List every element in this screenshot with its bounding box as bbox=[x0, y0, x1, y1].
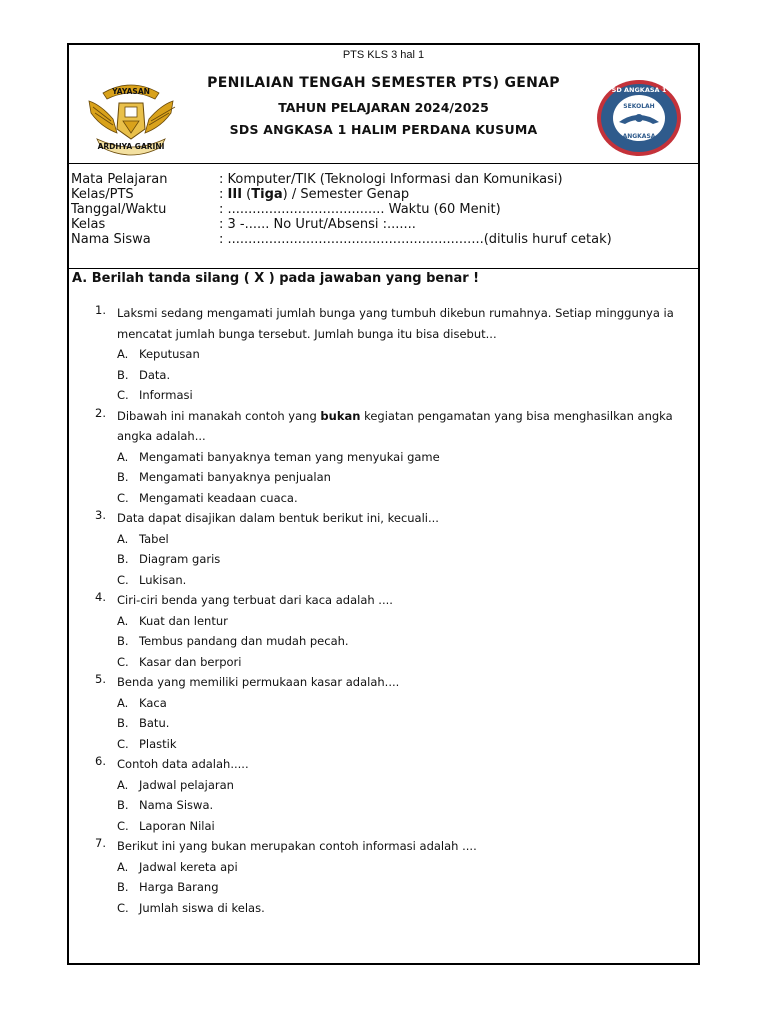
info-row-date bbox=[71, 202, 612, 217]
answer-option bbox=[117, 734, 695, 755]
option-text: Jumlah siswa di kelas. bbox=[139, 900, 265, 915]
exam-title: PENILAIAN TENGAH SEMESTER PTS) GENAP bbox=[207, 75, 560, 91]
logo-left-top-text: YAYASAN bbox=[112, 87, 150, 96]
option-letter: A. bbox=[117, 613, 129, 628]
sd-angkasa-logo bbox=[595, 78, 683, 158]
option-text: Lukisan. bbox=[139, 572, 187, 587]
question-number: 6. bbox=[95, 754, 106, 768]
option-text: Kasar dan berpori bbox=[139, 654, 242, 669]
option-text: Informasi bbox=[139, 388, 193, 402]
answer-option bbox=[117, 365, 695, 386]
option-text: Tembus pandang dan mudah pecah. bbox=[139, 634, 349, 648]
option-letter: C. bbox=[117, 572, 129, 587]
option-text: Mengamati keadaan cuaca. bbox=[139, 490, 298, 505]
option-text: Jadwal pelajaran bbox=[139, 777, 234, 792]
answer-option bbox=[117, 877, 695, 898]
question-number: 3. bbox=[95, 508, 106, 522]
answer-option bbox=[117, 795, 695, 816]
option-letter: C. bbox=[117, 900, 129, 915]
option-text: Kaca bbox=[139, 695, 167, 710]
option-letter: C. bbox=[117, 490, 129, 505]
option-letter: A. bbox=[117, 531, 129, 546]
info-row-class bbox=[71, 187, 612, 202]
option-letter: B. bbox=[117, 634, 129, 648]
answer-option bbox=[117, 775, 695, 796]
option-text: Harga Barang bbox=[139, 880, 219, 894]
question-list bbox=[95, 303, 695, 918]
question-text: Berikut ini yang bukan merupakan contoh informasi adalah .... bbox=[117, 839, 477, 853]
option-letter: B. bbox=[117, 552, 129, 566]
answer-option bbox=[117, 611, 695, 632]
info-value: : ...................................... Waktu (60 Menit) bbox=[219, 202, 501, 217]
option-letter: A. bbox=[117, 777, 129, 792]
logo-left-bottom-text: ARDHYA GARINI bbox=[97, 142, 165, 151]
question-number: 1. bbox=[95, 303, 106, 317]
option-text: Nama Siswa. bbox=[139, 798, 214, 812]
question-item bbox=[95, 590, 695, 672]
option-letter: C. bbox=[117, 818, 129, 833]
info-label: Nama Siswa bbox=[71, 232, 151, 247]
info-value: : Komputer/TIK (Teknologi Informasi dan Komunikasi) bbox=[219, 172, 563, 187]
academic-year: TAHUN PELAJARAN 2024/2025 bbox=[278, 100, 489, 115]
question-number: 7. bbox=[95, 836, 106, 850]
answer-option bbox=[117, 652, 695, 673]
info-value: : 3 -...... No Urut/Absensi :....... bbox=[219, 217, 416, 232]
question-item bbox=[95, 406, 695, 509]
question-number: 4. bbox=[95, 590, 106, 604]
info-label: Mata Pelajaran bbox=[71, 172, 168, 187]
question-text: Benda yang memiliki permukaan kasar adalah.... bbox=[117, 675, 400, 689]
answer-option bbox=[117, 693, 695, 714]
answer-option bbox=[117, 570, 695, 591]
page-label: PTS KLS 3 hal 1 bbox=[342, 49, 425, 61]
section-title: A. Berilah tanda silang ( X ) pada jawaban yang benar ! bbox=[72, 271, 480, 286]
answer-option bbox=[117, 488, 695, 509]
option-letter: B. bbox=[117, 716, 129, 730]
answer-option bbox=[117, 816, 695, 837]
option-letter: A. bbox=[117, 695, 129, 710]
option-letter: C. bbox=[117, 736, 129, 751]
question-item bbox=[95, 836, 695, 918]
answer-option bbox=[117, 713, 695, 734]
info-row-subject bbox=[71, 172, 612, 187]
option-letter: B. bbox=[117, 470, 129, 484]
info-row-kelas bbox=[71, 217, 612, 232]
option-letter: A. bbox=[117, 449, 129, 464]
question-text: Laksmi sedang mengamati jumlah bunga yang tumbuh dikebun rumahnya. Setiap minggunya ia mencatat jumlah bunga tersebut. Jumlah bunga itu bisa disebut... bbox=[117, 306, 674, 341]
header-divider bbox=[69, 163, 698, 164]
option-text: Batu. bbox=[139, 716, 170, 730]
option-letter: B. bbox=[117, 880, 129, 894]
answer-option bbox=[117, 898, 695, 919]
option-text: Plastik bbox=[139, 736, 177, 751]
answer-option bbox=[117, 385, 695, 406]
option-letter: C. bbox=[117, 388, 129, 402]
option-text: Data. bbox=[139, 367, 171, 382]
answer-option bbox=[117, 467, 695, 488]
exam-page bbox=[67, 43, 700, 965]
question-text: Data dapat disajikan dalam bentuk berikut ini, kecuali... bbox=[117, 511, 439, 525]
answer-option bbox=[117, 344, 695, 365]
question-item bbox=[95, 672, 695, 754]
school-name: SDS ANGKASA 1 HALIM PERDANA KUSUMA bbox=[229, 122, 538, 137]
info-label: Kelas/PTS bbox=[71, 187, 134, 202]
question-number: 2. bbox=[95, 405, 106, 420]
logo-right-bottom-text: ANGKASA bbox=[622, 133, 656, 140]
option-text: Laporan Nilai bbox=[139, 818, 215, 833]
option-letter: A. bbox=[117, 859, 129, 874]
question-number: 5. bbox=[95, 672, 106, 686]
info-label: Kelas bbox=[71, 217, 106, 232]
option-text: Keputusan bbox=[139, 347, 200, 361]
option-letter: C. bbox=[117, 654, 129, 669]
answer-option bbox=[117, 447, 695, 468]
option-text: Mengamati banyaknya teman yang menyukai game bbox=[139, 449, 440, 464]
question-text: Contoh data adalah..... bbox=[117, 757, 249, 771]
info-value: : ..............................................................(ditulis huruf cetak) bbox=[219, 232, 612, 247]
answer-option bbox=[117, 549, 695, 570]
answer-option bbox=[117, 631, 695, 652]
option-letter: B. bbox=[117, 798, 129, 812]
option-text: Mengamati banyaknya penjualan bbox=[139, 470, 331, 484]
option-letter: A. bbox=[117, 347, 129, 361]
question-item bbox=[95, 508, 695, 590]
answer-option bbox=[117, 529, 695, 550]
option-text: Jadwal kereta api bbox=[139, 859, 238, 874]
student-info bbox=[71, 172, 612, 247]
question-text: Ciri-ciri benda yang terbuat dari kaca adalah .... bbox=[117, 593, 393, 607]
option-text: Kuat dan lentur bbox=[139, 613, 228, 628]
info-row-name bbox=[71, 232, 612, 247]
option-text: Tabel bbox=[139, 531, 169, 546]
info-divider bbox=[69, 268, 698, 269]
question-item bbox=[95, 303, 695, 406]
info-label: Tanggal/Waktu bbox=[71, 202, 167, 217]
logo-right-inner-text: SEKOLAH bbox=[623, 103, 655, 110]
question-item bbox=[95, 754, 695, 836]
question-text: Dibawah ini manakah contoh yang bukan kegiatan pengamatan yang bisa menghasilkan angka angka adalah... bbox=[117, 408, 673, 443]
logo-right-top-text: SD ANGKASA 1 bbox=[611, 86, 667, 94]
option-letter: B. bbox=[117, 367, 129, 382]
option-text: Diagram garis bbox=[139, 552, 221, 566]
answer-option bbox=[117, 857, 695, 878]
info-value: : III (Tiga) / Semester Genap bbox=[219, 187, 410, 202]
